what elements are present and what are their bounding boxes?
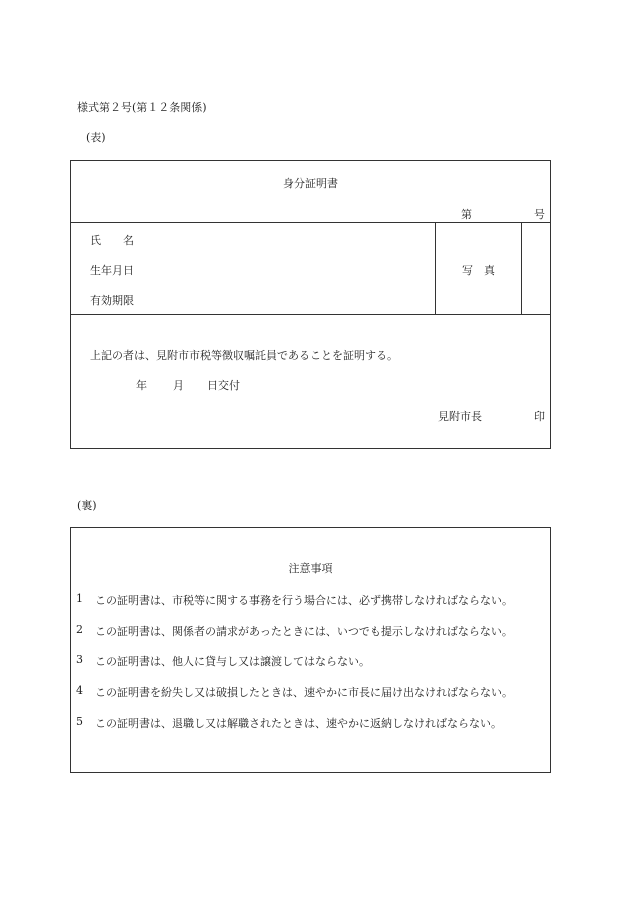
number-suffix: 号 [534, 208, 545, 221]
note-text: この証明書は、退職し又は解職されたときは、速やかに返納しなければならない。 [95, 717, 502, 730]
issue-month: 月 [173, 379, 184, 392]
note-number: 5 [76, 715, 83, 728]
note-number: 4 [76, 684, 83, 697]
front-card [70, 160, 551, 449]
note-text: この証明書は、他人に貸与し又は譲渡してはならない。 [95, 655, 370, 668]
field-birthdate-label: 生年月日 [90, 264, 134, 277]
back-title: 注意事項 [288, 562, 333, 575]
photo-divider-right [521, 222, 522, 314]
note-number: 1 [76, 592, 83, 605]
front-title: 身分証明書 [283, 177, 338, 190]
issue-year: 年 [136, 379, 147, 392]
issue-day: 日交付 [207, 379, 240, 392]
divider-top [70, 222, 551, 223]
field-name-label: 氏 名 [90, 234, 134, 247]
certification-text: 上記の者は、見附市市税等徴収嘱託員であることを証明する。 [90, 349, 398, 362]
issuer-label: 見附市長 [438, 410, 482, 423]
front-side-label: (表) [86, 131, 106, 144]
photo-divider-left [435, 222, 436, 314]
note-text: この証明書は、市税等に関する事務を行う場合には、必ず携帯しなければならない。 [95, 594, 513, 607]
seal-label: 印 [534, 410, 545, 423]
form-label: 様式第２号(第１２条関係) [77, 101, 207, 114]
back-side-label: (裏) [77, 499, 97, 512]
note-text: この証明書を紛失し又は破損したときは、速やかに市長に届け出なければならない。 [95, 686, 513, 699]
note-number: 3 [76, 653, 83, 666]
divider-bottom [70, 314, 551, 315]
field-validity-label: 有効期限 [90, 294, 134, 307]
note-text: この証明書は、関係者の請求があったときには、いつでも提示しなければならない。 [95, 625, 513, 638]
number-prefix: 第 [461, 208, 472, 221]
note-number: 2 [76, 623, 83, 636]
photo-label: 写 真 [462, 264, 495, 277]
